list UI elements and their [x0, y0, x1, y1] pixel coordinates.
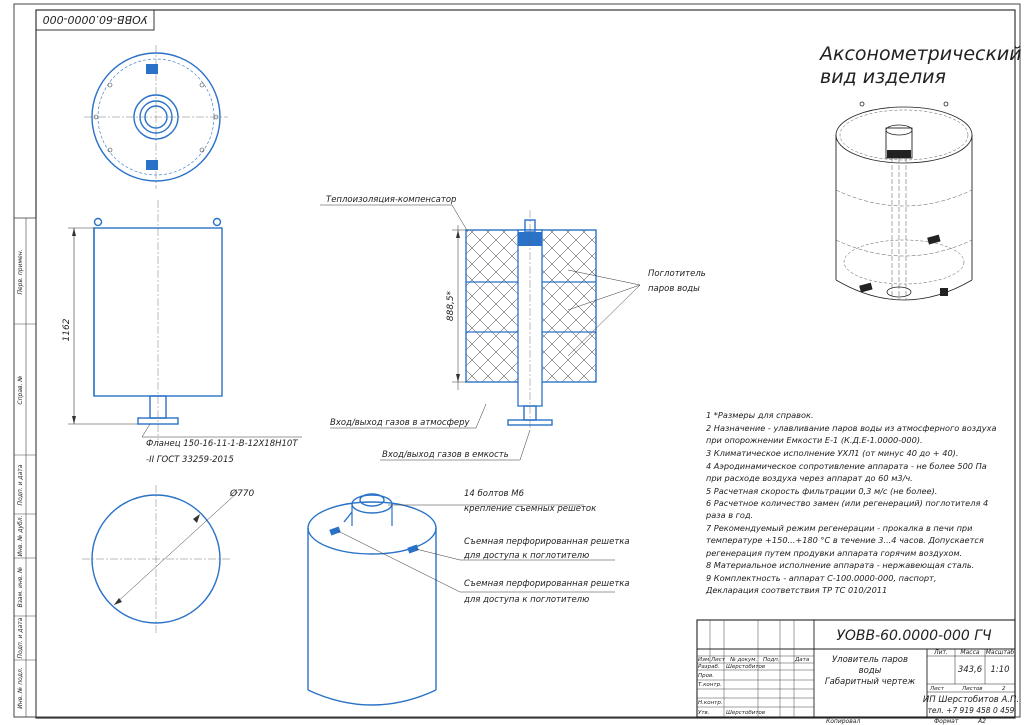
note-line: 6 Расчетное количество замен (или регенераций) поглотителя 4: [706, 498, 989, 508]
tb-sheets-count: 2: [1002, 686, 1006, 692]
gas-tank-label: Вход/выход газов в емкость: [382, 450, 509, 460]
tb-role: Разраб.: [698, 664, 720, 670]
grid1-label-2: для доступа к поглотителю: [464, 551, 590, 561]
tb-developer-2: Шерстобитов: [726, 710, 766, 716]
tb-mass: 343,6: [957, 665, 983, 675]
dim-diameter: Ø770: [230, 489, 255, 499]
note-line: 1 *Размеры для справок.: [706, 410, 814, 420]
tb-col-mass: Масса: [960, 649, 980, 656]
insulation-label: Теплоизоляция-компенсатор: [326, 195, 457, 205]
tb-row: № докум.: [730, 657, 758, 663]
tb-format-value: А2: [978, 718, 986, 725]
tb-sheet: Лист: [930, 686, 944, 692]
note-line: раза в год.: [706, 510, 754, 520]
margin-label: Подп. и дата: [17, 464, 24, 506]
bottom-view: [82, 485, 255, 633]
dim-height: 1162: [62, 318, 72, 342]
grid-hatch-icon: [146, 64, 158, 74]
tb-role: Т.контр.: [698, 682, 722, 688]
front-view: [62, 200, 302, 465]
note-line: 2 Назначение - улавливание паров воды из атмосферного воздуха: [706, 423, 997, 433]
note-line: 4 Аэродинамическое сопротивление аппарата - не более 500 Па: [706, 461, 987, 471]
section-view: [320, 195, 706, 460]
absorber-label-1: Поглотитель: [648, 269, 706, 279]
margin-label: Инв. № подл.: [17, 667, 24, 709]
margin-label: Справ. №: [17, 375, 24, 405]
margin-label: Подп. и дата: [17, 617, 24, 659]
note-line: при опорожнении Емкости Е-1 (К.Д.Е-1.0000-000).: [706, 435, 923, 445]
absorber-label-2: паров воды: [648, 284, 700, 294]
note-line: регенерация путем продувки аппарата горячим воздухом.: [706, 548, 963, 558]
margin-label: Инв. № дубл.: [17, 515, 24, 557]
flange-label-1: Фланец 150-16-11-1-В-12Х18Н10Т: [146, 439, 298, 449]
flange-label-2: -II ГОСТ 33259-2015: [146, 455, 234, 465]
note-line: 5 Расчетная скорость фильтрации 0,3 м/с (не более).: [706, 486, 938, 496]
tb-scale: 1:10: [990, 665, 1010, 675]
tb-company: ИП Шерстобитов А.П.: [922, 695, 1020, 705]
tb-sheets: Листов: [962, 686, 983, 692]
tb-copied: Копировал: [826, 718, 861, 725]
tb-row: Изм.: [698, 657, 711, 663]
tb-role: Н.контр.: [698, 700, 723, 706]
axo-title-2: вид изделия: [820, 66, 946, 88]
axonometric-view: [818, 43, 1022, 300]
bolts-label-2: крепление съемных решеток: [464, 504, 597, 514]
note-line: 7 Рекомендуемый режим регенерации - прокалка в печи при: [706, 523, 973, 533]
iso-lower-view: [308, 489, 630, 705]
tb-col-lit: Лит.: [934, 649, 948, 656]
grid-hatch-icon: [146, 160, 158, 170]
tb-designation: УОВВ-60.0000-000 ГЧ: [836, 628, 992, 644]
tb-role: Утв.: [698, 710, 710, 716]
tb-role: Пров.: [698, 673, 714, 679]
note-line: 9 Комплектность - аппарат С-100.0000-000, паспорт,: [706, 573, 937, 583]
note-line: Декларация соответствия ТР ТС 010/2011: [706, 585, 888, 595]
tb-phone: тел. +7 919 458 0 459: [927, 706, 1015, 715]
note-line: 3 Климатическое исполнение УХЛ1 (от минус 40 до + 40).: [706, 448, 959, 458]
tb-row: Дата: [795, 657, 810, 663]
grid2-label-1: Съемная перфорированная решетка: [464, 579, 630, 589]
dim-section-height: 888,5*: [446, 290, 456, 322]
tb-format: Формат: [934, 718, 959, 725]
grid2-label-2: для доступа к поглотителю: [464, 595, 590, 605]
left-margin-strip: [14, 218, 36, 717]
grid-hatch-icon: [329, 526, 340, 535]
tb-name-1: Уловитель паров: [831, 655, 909, 665]
technical-notes: [705, 410, 996, 595]
grid1-label-1: Съемная перфорированная решетка: [464, 537, 630, 547]
note-line: 8 Материальное исполнение аппарата - нержавеющая сталь.: [706, 560, 975, 570]
tb-row: Подп.: [763, 657, 780, 663]
note-line: температуре +150...+180 °С в течение 3...4 часов. Допускается: [706, 535, 984, 545]
top-view: [84, 45, 228, 189]
bolts-label-1: 14 болтов М6: [464, 489, 524, 499]
tb-col-scale: Масштаб: [985, 649, 1015, 656]
tb-name-3: Габаритный чертеж: [824, 677, 916, 687]
margin-label: Перв. примен.: [17, 249, 24, 295]
top-stamp-code: УОВВ-60.0000-000: [42, 13, 148, 26]
axo-title-1: Аксонометрический: [820, 43, 1022, 65]
tb-developer: Шерстобитов: [726, 664, 766, 670]
gas-atm-label: Вход/выход газов в атмосферу: [330, 418, 470, 428]
margin-label: Взам. инв. №: [17, 566, 24, 608]
title-block: [697, 620, 1019, 717]
tb-name-2: воды: [858, 666, 882, 676]
note-line: при расходе воздуха через аппарат до 60 м3/ч.: [706, 473, 913, 483]
tb-row: Лист: [711, 657, 725, 663]
